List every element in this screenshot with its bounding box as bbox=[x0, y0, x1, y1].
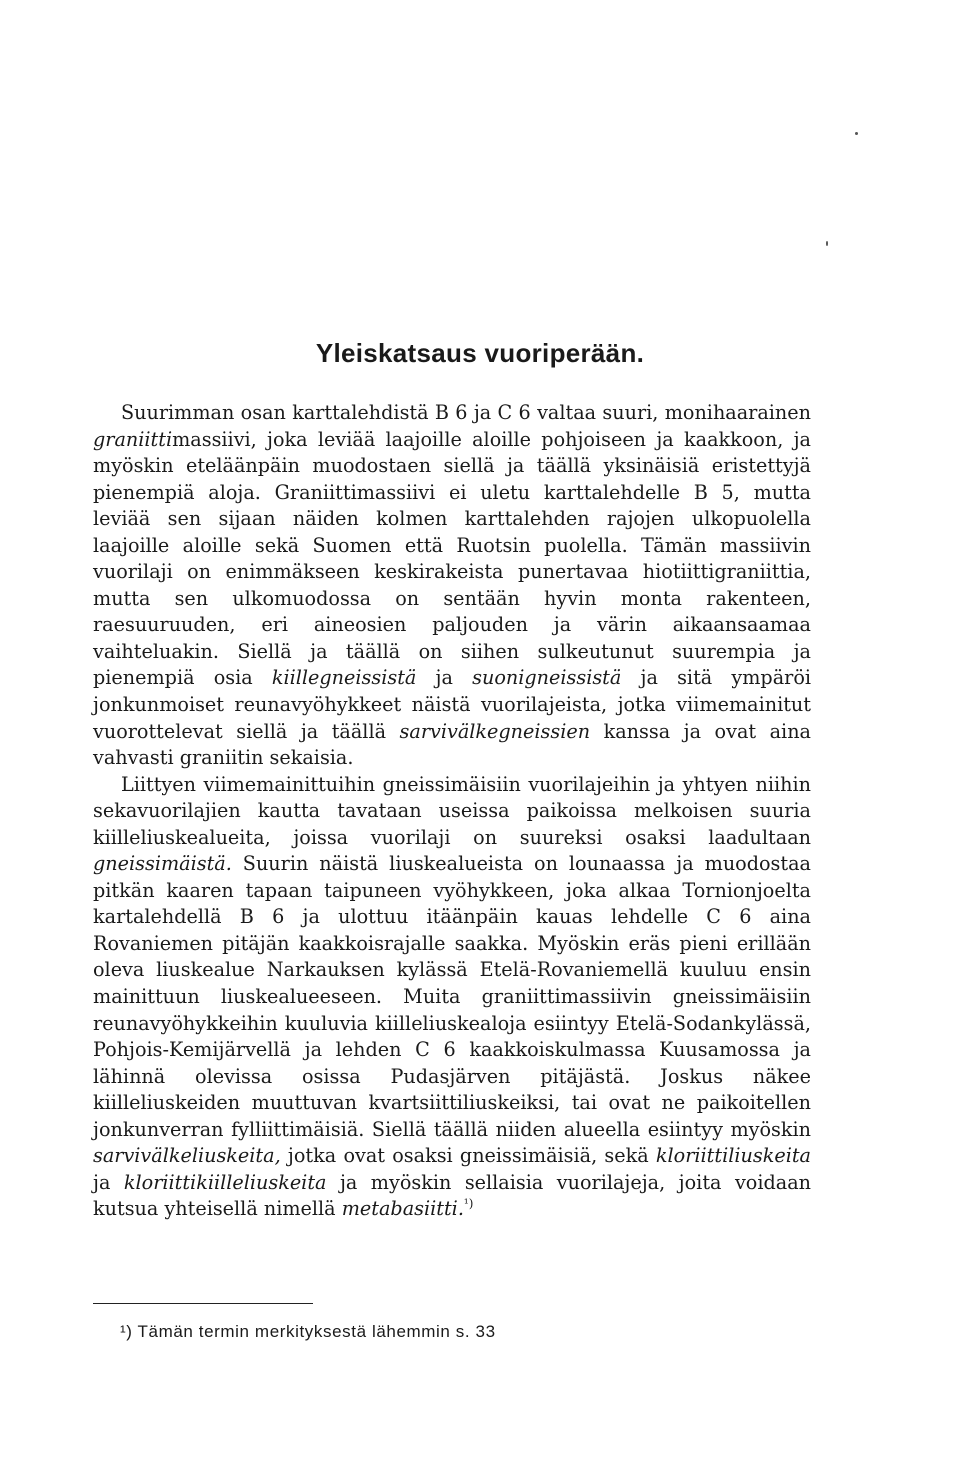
body-text bbox=[93, 400, 811, 1223]
footnote-separator bbox=[93, 1303, 313, 1304]
footnote-marker: ¹) bbox=[120, 1322, 133, 1341]
footnote bbox=[120, 1322, 496, 1342]
page-title: Yleiskatsaus vuoriperään. bbox=[315, 338, 645, 368]
scan-speck bbox=[826, 241, 828, 246]
scan-speck bbox=[855, 132, 858, 135]
paragraph-2: Liittyen viimemainittuihin gneissimäisiin vuorilajeihin ja yhtyen niihin sekavuorilajien kautta tavataan useissa paikoissa melkoisen suuria kiilleliuskealueita, joissa vuorilaji on suureksi osaksi laadultaan gneissimäistä. Suurin näistä liuskealueista on lounaassa ja muodostaa pitkän kaaren tapaan taipuneen vyöhykkeen, joka alkaa Tornionjoelta kartalehdellä B 6 ja ulottuu itäänpäin kauas lehdelle C 6 aina Rovaniemen pitäjän kaakkoisrajalle saakka. Myöskin eräs pieni erillään oleva liuskealue Narkauksen kylässä Etelä-Rovaniemellä kuuluu ensin mainittuun liuskealueeseen. Muita graniittimassiivin gneissimäisiin reunavyöhykkeihin kuuluvia kiilleliuskealoja esiintyy Etelä-Sodankylässä, Pohjois-Kemijärvellä ja lehden C 6 kaakkoiskulmassa Kuusamossa ja lähinnä olevissa osissa Pudasjärven pitäjästä. Joskus näkee kiilleliuskeiden muuttuvan kvartsiittiliuskeiksi, tai ovat ne paikoitellen jonkunverran fylliittimäisiä. Siellä täällä niiden alueella esiintyy myöskin sarvivälkeliuskeita, jotka ovat osaksi gneissimäisiä, sekä kloriittiliuskeita ja kloriittikiilleliuskeita ja myöskin sellaisia vuorilajeja, joita voidaan kutsua yhteisellä nimellä metabasiitti.$^{^1)}$ bbox=[93, 772, 811, 1221]
footnote-reference[interactable]: ¹) bbox=[463, 1197, 474, 1212]
footnote-text: Tämän termin merkityksestä lähemmin s. 33 bbox=[132, 1322, 496, 1341]
paragraph-1: Suurimman osan karttalehdistä B 6 ja C 6 valtaa suuri, monihaarainen graniittimassiivi, joka leviää laajoille aloille pohjoiseen ja kaakkoon, ja myöskin eteläänpäin muodostaen siellä ja täällä yksinäisiä eristettyjä pienempiä aloja. Graniittimassiivi ei uletu karttalehdelle B 5, mutta leviää sen sijaan näiden kolmen karttalehden rajojen ulkopuolella laajoille aloille sekä Suomen että Ruotsin puolella. Tämän massiivin vuorilaji on enimmäkseen keskirakeista punertavaa hiotiittigraniittia, mutta sen ulkomuodossa on sentään hyvin monta rakenteen, raesuuruuden, eri aineosien paljouden ja värin aikaansaamaa vaihteluakin. Siellä ja täällä on siihen sulkeutunut suurempia ja pienempiä osia kiillegneissistä ja suonigneissistä ja sitä ympäröi jonkunmoiset reunavyöhykkeet näistä vuorilajeista, jotka viimemainitut vuorottelevat siellä ja täällä sarvivälkegneissien kanssa ja ovat aina vahvasti graniitin sekaisia. bbox=[93, 401, 812, 770]
